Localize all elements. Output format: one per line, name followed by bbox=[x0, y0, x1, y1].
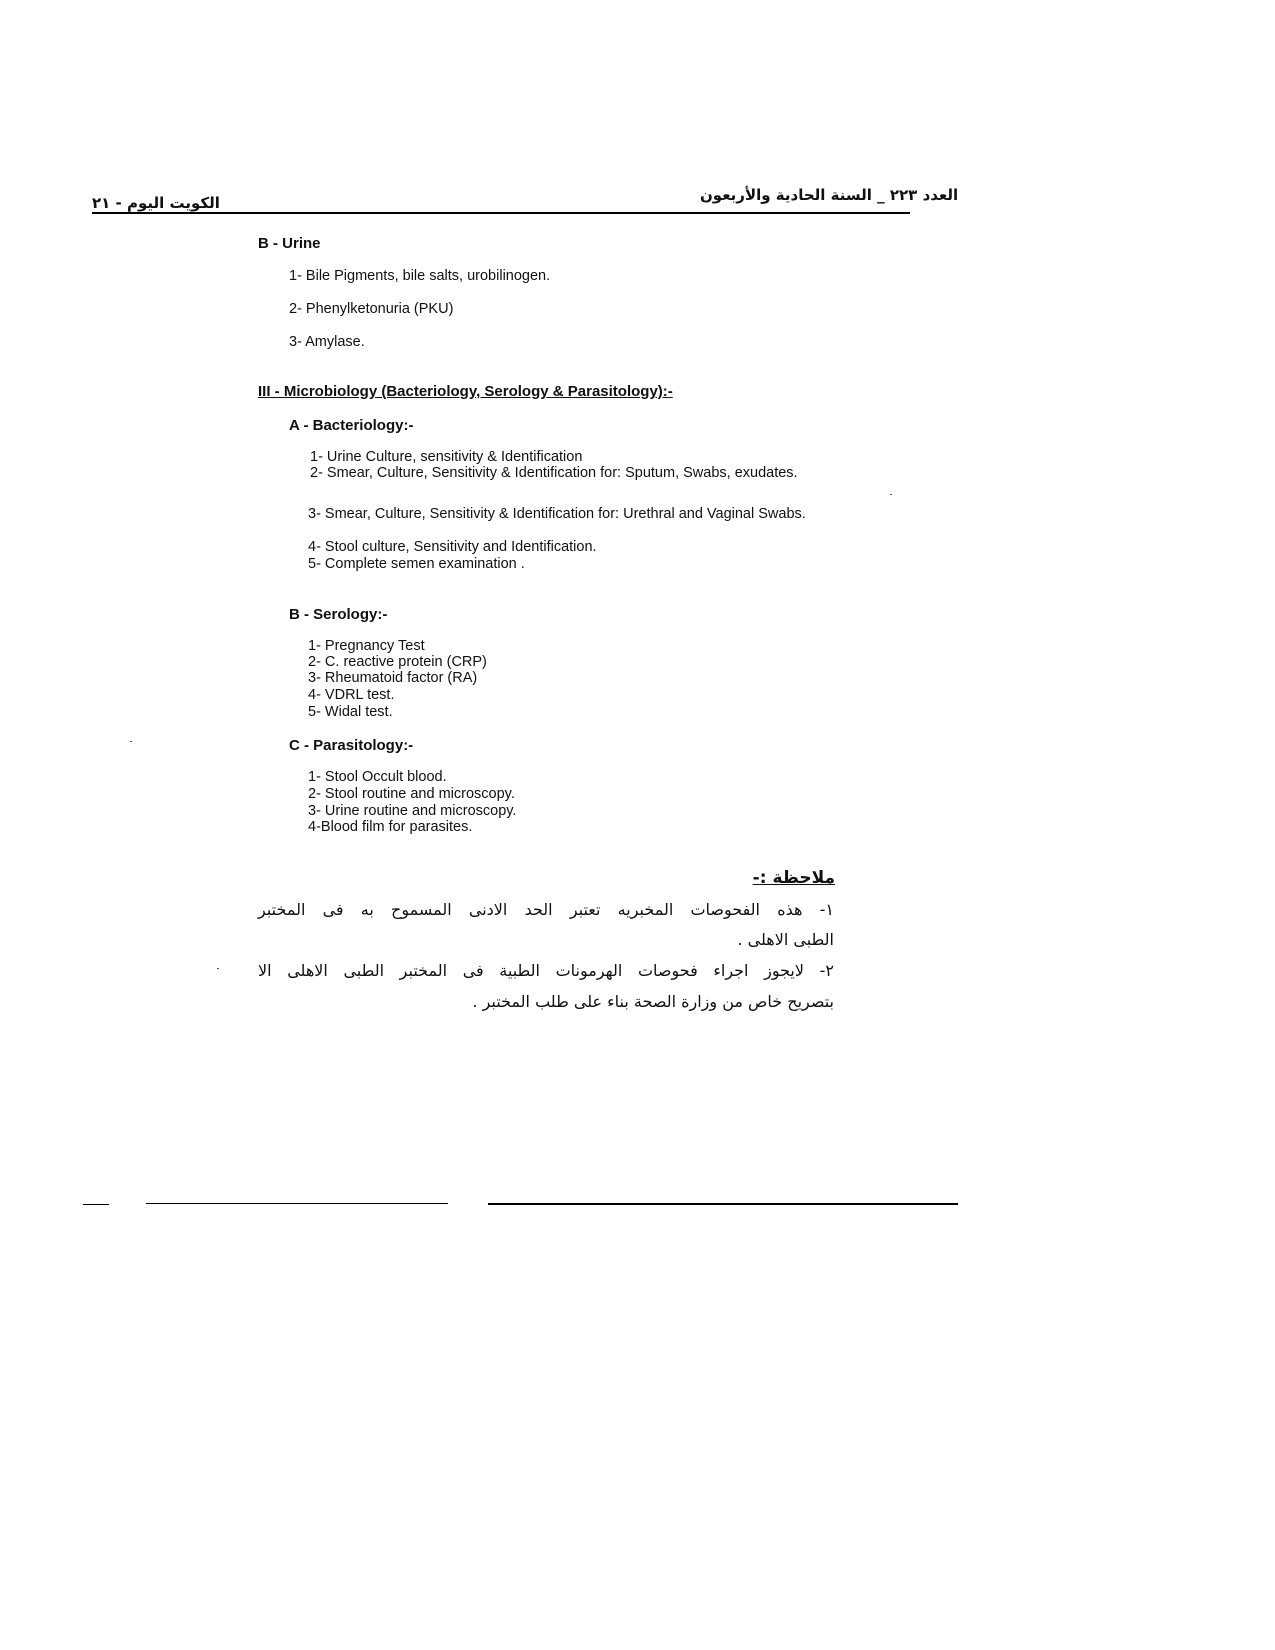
bacteriology-item-1: 1- Urine Culture, sensitivity & Identification bbox=[310, 449, 583, 465]
serology-item-2: 2- C. reactive protein (CRP) bbox=[308, 654, 487, 670]
parasitology-item-2: 2- Stool routine and microscopy. bbox=[308, 786, 515, 802]
footer-rule-short bbox=[83, 1204, 109, 1205]
serology-heading: B - Serology:- bbox=[289, 606, 388, 623]
note-1-line-1: ١- هذه الفحوصات المخبريه تعتبر الحد الادنى المسموح به فى المختبر bbox=[258, 900, 834, 919]
urine-item-2: 2- Phenylketonuria (PKU) bbox=[289, 301, 454, 317]
bacteriology-item-3: 3- Smear, Culture, Sensitivity & Identification for: Urethral and Vaginal Swabs. bbox=[308, 506, 806, 522]
bacteriology-item-5: 5- Complete semen examination . bbox=[308, 556, 525, 572]
note-2-line-1: ٢- لايجوز اجراء فحوصات الهرمونات الطبية فى المختبر الطبى الاهلى الا bbox=[258, 961, 834, 980]
bacteriology-heading: A - Bacteriology:- bbox=[289, 417, 414, 434]
footer-rule-left bbox=[146, 1203, 448, 1204]
scan-speck bbox=[217, 968, 219, 969]
note-2-line-2: بتصريح خاص من وزارة الصحة بناء على طلب المختبر . bbox=[472, 992, 834, 1011]
header-right-issue-number: العدد ٢٢٣ _ السنة الحادية والأربعون bbox=[700, 186, 959, 204]
parasitology-item-1: 1- Stool Occult blood. bbox=[308, 769, 447, 785]
note-1-line-2: الطبى الاهلى . bbox=[737, 930, 834, 949]
header-left-issue-label: الكويت اليوم - ٢١ bbox=[92, 194, 220, 212]
footer-rule-right bbox=[488, 1203, 958, 1205]
parasitology-item-3: 3- Urine routine and microscopy. bbox=[308, 803, 517, 819]
urine-heading: B - Urine bbox=[258, 235, 321, 252]
scan-speck bbox=[890, 494, 892, 495]
parasitology-heading: C - Parasitology:- bbox=[289, 737, 414, 754]
bacteriology-item-4: 4- Stool culture, Sensitivity and Identification. bbox=[308, 539, 597, 555]
notes-heading: ملاحظة :- bbox=[752, 868, 835, 888]
bacteriology-item-2: 2- Smear, Culture, Sensitivity & Identification for: Sputum, Swabs, exudates. bbox=[310, 465, 798, 481]
serology-item-5: 5- Widal test. bbox=[308, 704, 393, 720]
serology-item-3: 3- Rheumatoid factor (RA) bbox=[308, 670, 478, 686]
serology-item-4: 4- VDRL test. bbox=[308, 687, 395, 703]
header-rule bbox=[92, 212, 910, 214]
serology-item-1: 1- Pregnancy Test bbox=[308, 638, 425, 654]
scan-speck bbox=[130, 741, 132, 742]
urine-item-1: 1- Bile Pigments, bile salts, urobilinogen. bbox=[289, 268, 551, 284]
urine-item-3: 3- Amylase. bbox=[289, 334, 365, 350]
parasitology-item-4: 4-Blood film for parasites. bbox=[308, 819, 473, 835]
microbiology-heading: III - Microbiology (Bacteriology, Serology & Parasitology):- bbox=[258, 383, 673, 400]
